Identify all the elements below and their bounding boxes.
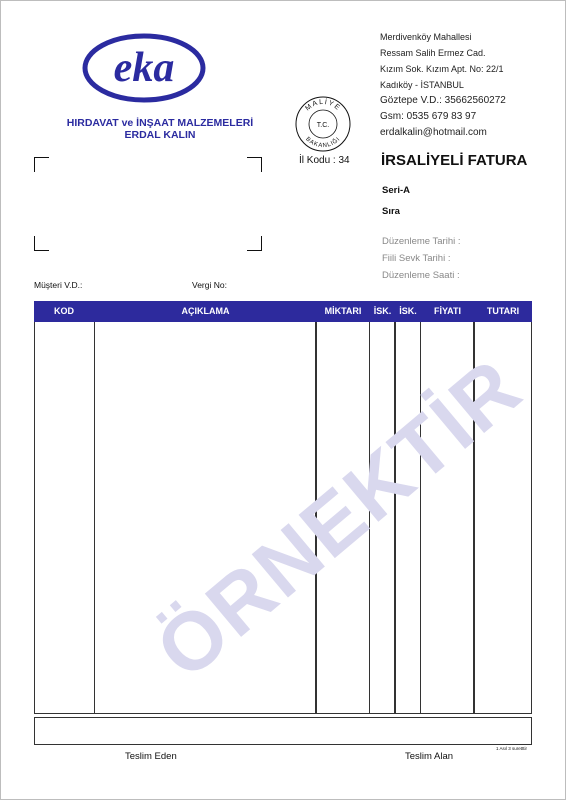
copies-note: 1 Asıl 3 suretttir bbox=[496, 746, 528, 751]
address-line: Kadıköy - İSTANBUL bbox=[380, 80, 464, 90]
col-aciklama bbox=[94, 322, 316, 714]
col-header-fiyati: FİYATI bbox=[433, 306, 461, 316]
col-header-isk1: İSK. bbox=[373, 306, 392, 316]
col-header-miktari: MİKTARI bbox=[324, 306, 362, 316]
stamp-bottom-text: BAKANLIĞI bbox=[304, 136, 342, 150]
il-kodu: İl Kodu : 34 bbox=[299, 155, 350, 166]
watermark: ÖRNEKTİR bbox=[139, 341, 539, 697]
col-tutari bbox=[474, 322, 532, 714]
seri-label: Seri-A bbox=[382, 185, 410, 196]
col-header-aciklama: AÇIKLAMA bbox=[181, 306, 230, 316]
col-header-isk2: İSK. bbox=[399, 306, 417, 316]
col-miktari bbox=[316, 322, 370, 714]
invoice-title: İRSALİYELİ FATURA bbox=[381, 152, 528, 169]
duzenleme-tarihi-label: Düzenleme Tarihi : bbox=[382, 236, 461, 247]
address-window-corner bbox=[34, 157, 49, 172]
address-line: Kızım Sok. Kızım Apt. No: 22/1 bbox=[380, 64, 504, 74]
musteri-vd-label: Müşteri V.D.: bbox=[34, 280, 83, 290]
sira-label: Sıra bbox=[382, 206, 400, 217]
col-fiyati bbox=[420, 322, 474, 714]
ministry-stamp bbox=[294, 95, 352, 153]
teslim-eden-label: Teslim Eden bbox=[125, 751, 177, 762]
col-header-kod: KOD bbox=[54, 306, 74, 316]
tax-office: Göztepe V.D.: 35662560272 bbox=[380, 95, 506, 106]
address-window-corner bbox=[34, 236, 49, 251]
email: erdalkalin@hotmail.com bbox=[380, 127, 487, 138]
company-activity: HIRDAVAT ve İNŞAAT MALZEMELERİ bbox=[66, 117, 254, 129]
col-kod bbox=[34, 322, 95, 714]
col-header-tutari: TUTARI bbox=[486, 306, 520, 316]
address-window-corner bbox=[247, 236, 262, 251]
gsm: Gsm: 0535 679 83 97 bbox=[380, 111, 477, 122]
company-owner: ERDAL KALIN bbox=[124, 129, 196, 141]
logo-text: eka bbox=[113, 45, 175, 91]
stamp-top-text: MALİYE bbox=[304, 98, 342, 113]
fiili-sevk-tarihi-label: Fiili Sevk Tarihi : bbox=[382, 253, 451, 264]
address-line: Merdivenköy Mahallesi bbox=[380, 32, 472, 42]
company-logo bbox=[82, 33, 206, 103]
items-table-header bbox=[34, 301, 532, 322]
address-line: Ressam Salih Ermez Cad. bbox=[380, 48, 486, 58]
col-isk1 bbox=[369, 322, 395, 714]
col-isk2 bbox=[395, 322, 421, 714]
vergi-no-label: Vergi No: bbox=[192, 280, 227, 290]
teslim-alan-label: Teslim Alan bbox=[405, 751, 454, 762]
stamp-center-text: T.C. bbox=[316, 122, 330, 129]
totals-box bbox=[34, 717, 532, 745]
duzenleme-saati-label: Düzenleme Saati : bbox=[382, 270, 460, 281]
address-window-corner bbox=[247, 157, 262, 172]
